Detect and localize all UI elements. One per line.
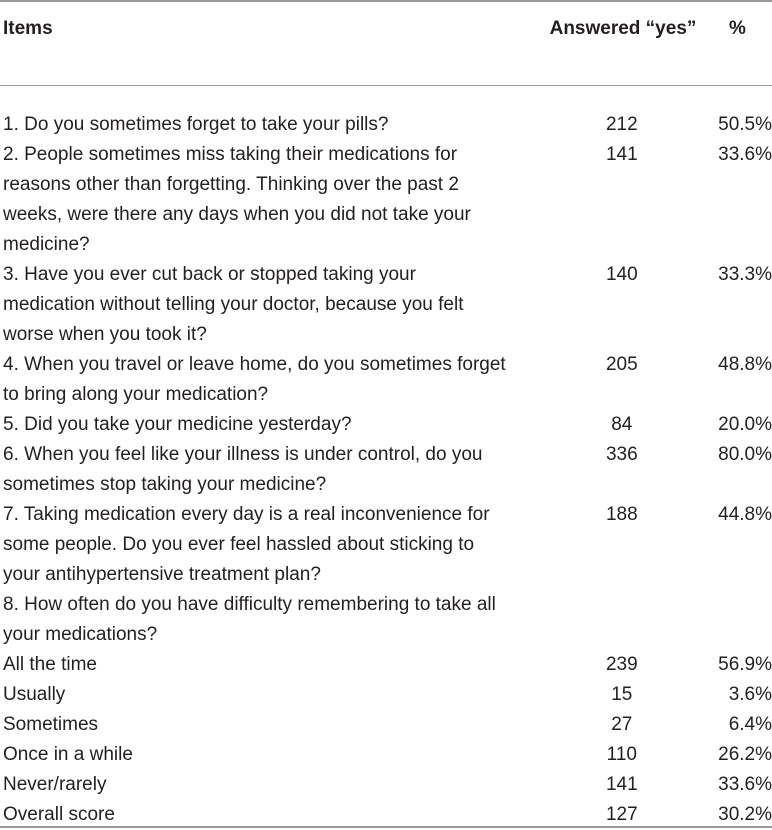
row-answered-count: 141 bbox=[605, 774, 638, 795]
table-row bbox=[0, 770, 772, 800]
row-percent: 48.8% bbox=[718, 354, 772, 375]
table-row bbox=[0, 740, 772, 770]
table-row bbox=[0, 260, 772, 350]
table-bottom-rule bbox=[0, 826, 772, 828]
row-answered-count: 140 bbox=[605, 264, 638, 285]
table-row bbox=[0, 590, 772, 650]
row-item-text: 2. People sometimes miss taking their medications for reasons other than forgetting. Thinking over the past 2 weeks, were there any days when you did not take your medicine? bbox=[3, 144, 471, 255]
header-items: Items bbox=[3, 18, 53, 39]
row-percent: 20.0% bbox=[718, 414, 772, 435]
row-item-text: 7. Taking medication every day is a real inconvenience for some people. Do you ever feel hassled about sticking to your antihypertensive treatment plan? bbox=[3, 504, 490, 585]
table-row bbox=[0, 710, 772, 740]
table-row bbox=[0, 440, 772, 500]
row-percent: 33.3% bbox=[718, 264, 772, 285]
row-answered-count: 127 bbox=[605, 804, 638, 825]
row-percent: 3.6% bbox=[728, 684, 772, 705]
row-answered-count: 15 bbox=[611, 684, 633, 705]
row-item-text: Once in a while bbox=[3, 744, 133, 765]
row-item-text: Never/rarely bbox=[3, 774, 107, 795]
table-header bbox=[0, 14, 772, 84]
row-answered-count: 84 bbox=[611, 414, 633, 435]
row-percent: 26.2% bbox=[718, 744, 772, 765]
header-rule bbox=[0, 85, 772, 86]
row-item-text: 3. Have you ever cut back or stopped taking your medication without telling your doctor, because you felt worse when you took it? bbox=[3, 264, 464, 345]
row-item-text: 8. How often do you have difficulty remembering to take all your medications? bbox=[3, 594, 496, 645]
row-percent: 50.5% bbox=[718, 114, 772, 135]
row-answered-count: 110 bbox=[606, 744, 637, 765]
row-percent bbox=[713, 590, 772, 650]
row-answered-count: 141 bbox=[605, 144, 638, 165]
table-row bbox=[0, 650, 772, 680]
table-row bbox=[0, 110, 772, 140]
row-percent: 6.4% bbox=[728, 714, 772, 735]
header-answered-yes: Answered “yes” bbox=[549, 18, 697, 39]
table-row bbox=[0, 140, 772, 260]
row-percent: 33.6% bbox=[718, 144, 772, 165]
table-row bbox=[0, 350, 772, 410]
row-answered-count: 212 bbox=[605, 114, 638, 135]
row-item-text: Usually bbox=[3, 684, 66, 705]
row-percent: 33.6% bbox=[718, 774, 772, 795]
row-answered-count bbox=[531, 590, 714, 650]
table-row bbox=[0, 500, 772, 590]
table-body bbox=[0, 110, 772, 830]
row-answered-count: 27 bbox=[611, 714, 633, 735]
row-item-text: 4. When you travel or leave home, do you sometimes forget to bring along your medication? bbox=[3, 354, 506, 405]
table-top-rule bbox=[0, 0, 772, 2]
row-item-text: 1. Do you sometimes forget to take your pills? bbox=[3, 114, 389, 135]
row-percent: 44.8% bbox=[718, 504, 772, 525]
row-percent: 56.9% bbox=[718, 654, 772, 675]
row-item-text: All the time bbox=[3, 654, 97, 675]
row-answered-count: 205 bbox=[605, 354, 638, 375]
row-percent: 30.2% bbox=[718, 804, 772, 825]
row-answered-count: 336 bbox=[605, 444, 638, 465]
table-row bbox=[0, 680, 772, 710]
row-percent: 80.0% bbox=[718, 444, 772, 465]
row-answered-count: 239 bbox=[605, 654, 638, 675]
header-percent: % bbox=[729, 18, 746, 39]
row-item-text: Overall score bbox=[3, 804, 115, 825]
row-answered-count: 188 bbox=[605, 504, 638, 525]
row-item-text: Sometimes bbox=[3, 714, 99, 735]
row-item-text: 5. Did you take your medicine yesterday? bbox=[3, 414, 352, 435]
row-item-text: 6. When you feel like your illness is under control, do you sometimes stop taking your medicine? bbox=[3, 444, 483, 495]
table-row bbox=[0, 410, 772, 440]
